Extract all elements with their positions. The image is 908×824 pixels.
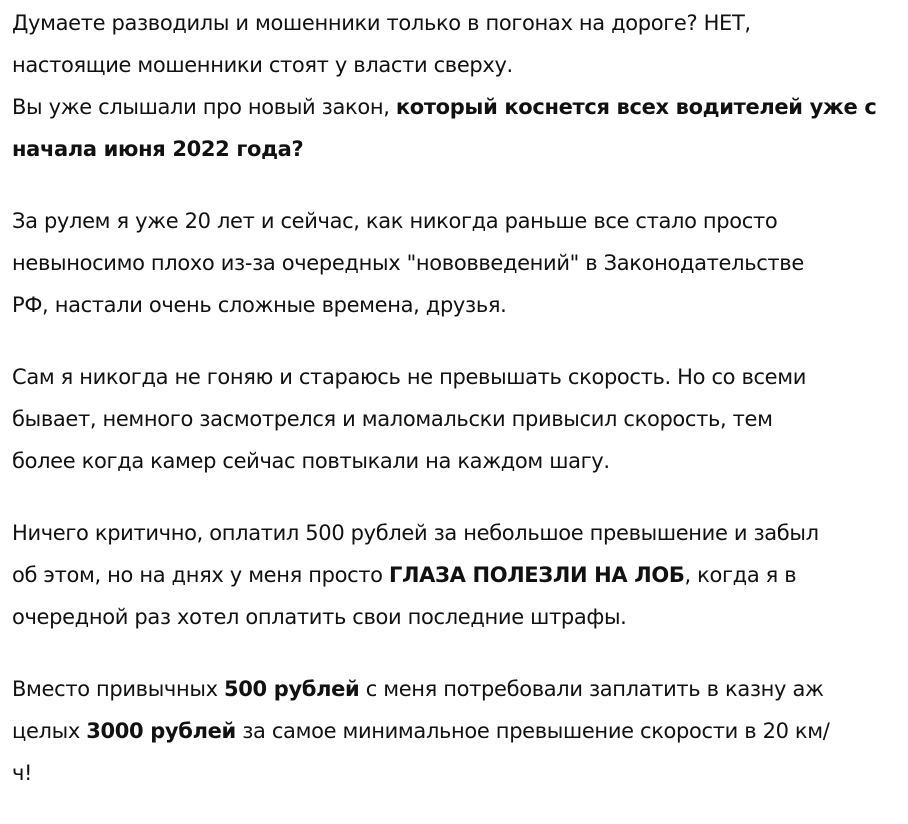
text-line [12,200,908,242]
text-span: невыносимо плохо из-за очередных "нововведений" в Законодательстве [12,251,804,275]
text-line [12,752,908,794]
text-line [12,44,908,86]
text-span: Думаете разводилы и мошенники только в погонах на дороге? НЕТ, [12,11,751,35]
text-line [12,710,908,752]
text-line [12,440,908,482]
text-span: Ничего критично, оплатил 500 рублей за небольшое превышение и забыл [12,521,819,545]
article-body [12,0,908,824]
text-span: настоящие мошенники стоят у власти сверху. [12,53,513,77]
text-line [12,86,908,128]
text-line [12,2,908,44]
text-span: , когда я в [684,563,797,587]
paragraph-5 [12,668,908,794]
bold-text: 3000 рублей [86,719,236,743]
text-span: За рулем я уже 20 лет и сейчас, как никогда раньше все стало просто [12,209,778,233]
text-line [12,398,908,440]
text-span: за самое минимальное превышение скорости в 20 км/ [235,719,830,743]
text-span: об этом, но на днях у меня просто [12,563,390,587]
text-line [12,512,908,554]
paragraph-1 [12,2,908,170]
text-span: очередной раз хотел оплатить свои последние штрафы. [12,605,627,629]
text-span: целых [12,719,87,743]
text-line [12,242,908,284]
text-span: Вы уже слышали про новый закон, [12,95,396,119]
text-span: РФ, настали очень сложные времена, друзья. [12,293,507,317]
text-span: Сам я никогда не гоняю и стараюсь не превышать скорость. Но со всеми [12,365,807,389]
text-span: ч! [12,761,33,785]
text-span: более когда камер сейчас повтыкали на каждом шагу. [12,449,610,473]
text-line [12,596,908,638]
bold-text: ГЛАЗА ПОЛЕЗЛИ НА ЛОБ [389,563,685,587]
text-span: бывает, немного засмотрелся и маломальски привысил скорость, тем [12,407,773,431]
bold-text: который коснется всех водителей уже с [395,95,877,119]
bold-text: 500 рублей [224,677,360,701]
text-line [12,668,908,710]
paragraph-2 [12,200,908,326]
text-span: с меня потребовали заплатить в казну аж [359,677,824,701]
text-line [12,128,908,170]
paragraph-3 [12,356,908,482]
paragraph-4 [12,512,908,638]
text-span: Вместо привычных [12,677,225,701]
text-line [12,356,908,398]
text-line [12,284,908,326]
text-line [12,554,908,596]
bold-text: начала июня 2022 года? [12,137,304,161]
